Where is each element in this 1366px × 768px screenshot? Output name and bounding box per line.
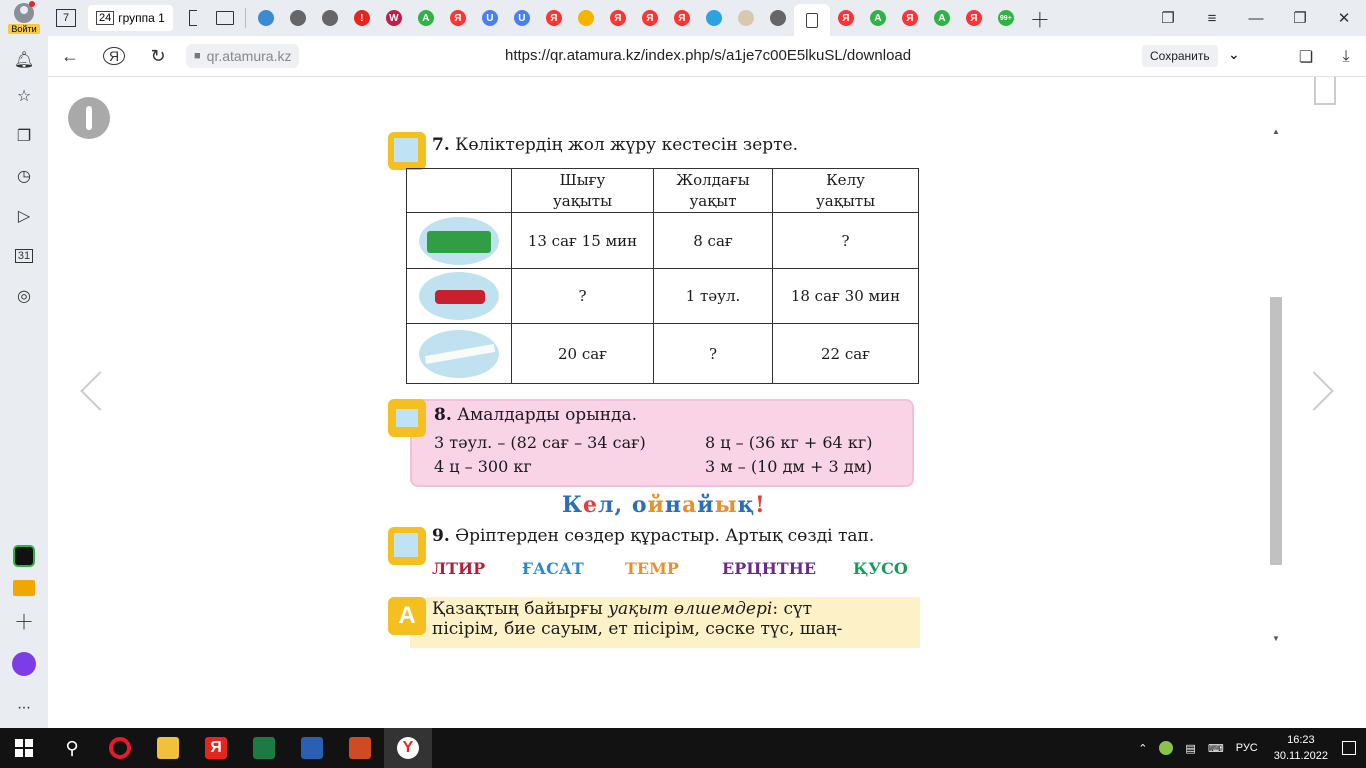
header-cell: Шығу уақыты (512, 169, 654, 213)
image-icon (578, 10, 594, 26)
group-bracket-icon[interactable] (177, 4, 209, 32)
bus-image (407, 213, 512, 269)
yandex-icon: Я (546, 10, 562, 26)
settings-icon (738, 10, 754, 26)
a-letter-icon: А (388, 597, 426, 635)
notification-icon[interactable] (1342, 741, 1356, 755)
file-explorer-icon[interactable] (144, 728, 192, 768)
alice-chat-icon[interactable] (12, 544, 36, 568)
alert-icon: ! (354, 10, 370, 26)
table-cell: 8 сағ (654, 213, 773, 269)
title-letter: К (562, 492, 584, 518)
star-icon[interactable]: ☆ (16, 88, 32, 105)
expr-1: 3 тәул. – (82 сағ – 34 сағ) (434, 433, 646, 452)
page-icon (806, 13, 818, 28)
title-letter: ы (714, 492, 738, 518)
tab-a-favicon[interactable] (862, 4, 894, 32)
restore-button[interactable]: ❐ (1293, 10, 1307, 27)
tab-a-favicon[interactable] (410, 4, 442, 32)
yandex-icon: Я (674, 10, 690, 26)
task8-heading: 8. Амалдарды орында. (434, 405, 638, 425)
corner-cell (407, 169, 512, 213)
tab-counter-button[interactable] (48, 4, 84, 32)
title-letter: л (598, 492, 615, 518)
network-status-icon[interactable] (1159, 741, 1173, 755)
domain-chip[interactable] (186, 44, 299, 68)
table-cell: ? (512, 269, 654, 324)
yandex-icon: Я (610, 10, 626, 26)
windows-taskbar (0, 728, 1366, 768)
alice-icon[interactable] (12, 652, 36, 676)
scroll-up-icon[interactable]: ▲ (1272, 127, 1280, 136)
search-icon[interactable]: ⚲ (65, 737, 79, 758)
tab-yandex-favicon[interactable] (894, 4, 926, 32)
mail-icon[interactable] (12, 576, 36, 600)
time: 16:23 (1287, 734, 1315, 746)
textbook-page (357, 127, 1018, 648)
page-icon (770, 10, 786, 26)
wildberries-icon: W (386, 10, 402, 26)
tab-yandex-favicon[interactable] (442, 4, 474, 32)
tab-alert-favicon[interactable] (346, 4, 378, 32)
minimize-button[interactable]: — (1248, 9, 1264, 27)
title-letter: н (664, 492, 682, 518)
title-letter: о (631, 492, 648, 518)
house-icon (388, 399, 426, 437)
title-letter: қ (737, 492, 756, 518)
new-folder-icon[interactable] (209, 4, 241, 32)
active-tab[interactable] (794, 4, 830, 36)
page-icon (322, 10, 338, 26)
title-letter: й (697, 492, 715, 518)
task7-heading: 7. Көліктердің жол жүру кестесін зерте. (432, 135, 799, 155)
task9-heading: 9. Әріптерден сөздер құрастыр. Артық сөзді тап. (432, 526, 875, 546)
scrambled-word: ЛТИР (432, 559, 486, 578)
sidebar (0, 36, 48, 728)
u-icon: U (482, 10, 498, 26)
title-letter: , (614, 492, 624, 518)
table-cell: ? (773, 213, 919, 269)
group-name: группа 1 (118, 11, 165, 25)
history-icon[interactable]: ◷ (17, 168, 31, 185)
tab-page-favicon[interactable] (314, 4, 346, 32)
u-icon: U (514, 10, 530, 26)
scrambled-word: ҒАСАТ (522, 559, 584, 578)
bell-icon[interactable]: 🔔︎ (13, 52, 35, 69)
menu-icon[interactable]: ≡ (1207, 9, 1217, 27)
tab-group[interactable] (88, 5, 173, 31)
chevron-down-icon[interactable]: ⌄ (1228, 46, 1240, 62)
pencil-icon[interactable] (68, 97, 110, 139)
lock-icon: ■ (194, 50, 201, 62)
bookmark-icon[interactable] (1314, 77, 1336, 105)
a-icon: A (934, 10, 950, 26)
date: 30.11.2022 (1273, 750, 1328, 762)
tab-separator (245, 8, 246, 28)
tab-telegram-favicon[interactable] (698, 4, 730, 32)
tab-list-icon[interactable]: ❐ (1161, 10, 1175, 27)
car-image (407, 269, 512, 324)
table-cell: ? (654, 324, 773, 384)
tab-yandex-favicon[interactable] (602, 4, 634, 32)
expr-3: 4 ц – 300 кг (434, 457, 532, 476)
address-bar (48, 36, 1366, 77)
screenshot-icon[interactable]: ◎ (17, 288, 31, 305)
address-tools (1286, 36, 1366, 77)
tab-image-favicon[interactable] (570, 4, 602, 32)
table-cell: 18 сағ 30 мин (773, 269, 919, 324)
more-icon[interactable]: ∙∙∙ (17, 699, 31, 716)
tab-bar (0, 0, 1366, 36)
yandex-app-icon[interactable]: Я (192, 728, 240, 768)
scroll-down-icon[interactable]: ▼ (1272, 634, 1280, 643)
reload-icon[interactable]: ↻ (150, 45, 166, 66)
tab-page-favicon[interactable] (762, 4, 794, 32)
close-button[interactable]: ✕ (1337, 10, 1351, 27)
domain-text: qr.atamura.kz (206, 48, 292, 64)
title-letter: а (682, 492, 698, 518)
word-icon[interactable] (288, 728, 336, 768)
scroll-thumb[interactable] (1270, 297, 1282, 565)
plane-image (407, 324, 512, 384)
yandex-icon: Я (966, 10, 982, 26)
telegram-icon (706, 10, 722, 26)
start-button[interactable] (0, 728, 48, 768)
tab-yandex-favicon[interactable] (666, 4, 698, 32)
prev-page-arrow[interactable] (80, 371, 120, 411)
notification-dot (29, 1, 35, 7)
table-cell: 1 тәул. (654, 269, 773, 324)
title-letter (623, 492, 632, 518)
yandex-browser-icon[interactable]: Y (384, 728, 432, 768)
group-count: 24 (96, 11, 114, 25)
a-icon: A (418, 10, 434, 26)
info-text: Қазақтың байырғы уақыт өлшемдері: сүт пісірім, бие сауым, ет пісірім, сәске түс, шаң- (432, 599, 843, 639)
table-cell: 20 сағ (512, 324, 654, 384)
tab-counter-icon: 7 (56, 9, 76, 27)
scrambled-word: ҚУСО (853, 559, 908, 578)
puzzle-icon (388, 527, 426, 565)
play-icon[interactable]: ▷ (17, 208, 31, 225)
header-cell: Жолдағы уақыт (654, 169, 773, 213)
yandex-icon[interactable]: Я (92, 48, 136, 64)
scrambled-word: ЕРЦНТНЕ (722, 559, 817, 578)
title-letter: ! (755, 492, 766, 518)
extensions-icon[interactable]: ❏ (1298, 48, 1314, 66)
yandex-icon: Я (838, 10, 854, 26)
tab-u-favicon[interactable] (506, 4, 538, 32)
chat-icon[interactable]: ▤ (1185, 742, 1196, 755)
table-cell: 22 сағ (773, 324, 919, 384)
tab-a-favicon[interactable] (926, 4, 958, 32)
tab-page-favicon[interactable] (282, 4, 314, 32)
kel-oinaiyk-title (562, 492, 766, 518)
page-icon (290, 10, 306, 26)
a-icon: A (870, 10, 886, 26)
tab-wildberries-favicon[interactable] (378, 4, 410, 32)
new-tab-button[interactable]: ＋ (1029, 9, 1050, 32)
header-cell: Келу уақыты (773, 169, 919, 213)
window-controls (1146, 0, 1366, 36)
title-letter: й (647, 492, 665, 518)
url-field[interactable]: https://qr.atamura.kz/index.php/s/a1je7c00E5lkuSL/download (505, 47, 912, 64)
collections-icon[interactable]: ❐ (16, 128, 32, 145)
tab-yandex-favicon[interactable] (958, 4, 990, 32)
notification-icon: 99+ (998, 10, 1014, 26)
globe-icon (258, 10, 274, 26)
pdf-scrollbar[interactable] (1268, 127, 1284, 648)
tab-yandex-favicon[interactable] (830, 4, 862, 32)
yandex-icon: Я (642, 10, 658, 26)
tab-globe-favicon[interactable] (250, 4, 282, 32)
expr-2: 8 ц – (36 кг + 64 кг) (705, 433, 873, 452)
login-label: Войти (8, 24, 39, 34)
tab-settings-favicon[interactable] (730, 4, 762, 32)
puzzle-icon (388, 132, 426, 170)
calendar-icon[interactable]: 31 (12, 244, 36, 268)
tab-notification-favicon[interactable] (990, 4, 1022, 32)
yandex-icon: Я (450, 10, 466, 26)
save-button[interactable]: Сохранить (1142, 45, 1218, 67)
powerpoint-icon[interactable] (336, 728, 384, 768)
task8-box (410, 399, 914, 487)
system-tray (1132, 728, 1366, 768)
tab-yandex-favicon[interactable] (634, 4, 666, 32)
opera-icon[interactable] (96, 728, 144, 768)
excel-icon[interactable] (240, 728, 288, 768)
next-page-arrow[interactable] (1294, 371, 1334, 411)
add-panel-icon[interactable]: ＋ (14, 611, 34, 634)
expr-4: 3 м – (10 дм + 3 дм) (705, 457, 873, 476)
language-indicator[interactable]: РУС (1235, 742, 1258, 754)
yandex-icon: Я (902, 10, 918, 26)
tab-u-favicon[interactable] (474, 4, 506, 32)
keyboard-icon[interactable]: ⌨ (1207, 742, 1224, 755)
scrambled-word: ТЕМР (625, 559, 679, 578)
clock[interactable] (1274, 732, 1328, 764)
tab-yandex-favicon[interactable] (538, 4, 570, 32)
table-cell: 13 сағ 15 мин (512, 213, 654, 269)
schedule-table (406, 168, 919, 384)
title-letter: е (583, 492, 599, 518)
chevron-up-icon[interactable]: ⌃ (1138, 742, 1148, 755)
download-icon[interactable]: ⤓ (1342, 47, 1350, 65)
back-icon[interactable]: ← (61, 45, 79, 66)
account-button[interactable] (0, 0, 48, 36)
